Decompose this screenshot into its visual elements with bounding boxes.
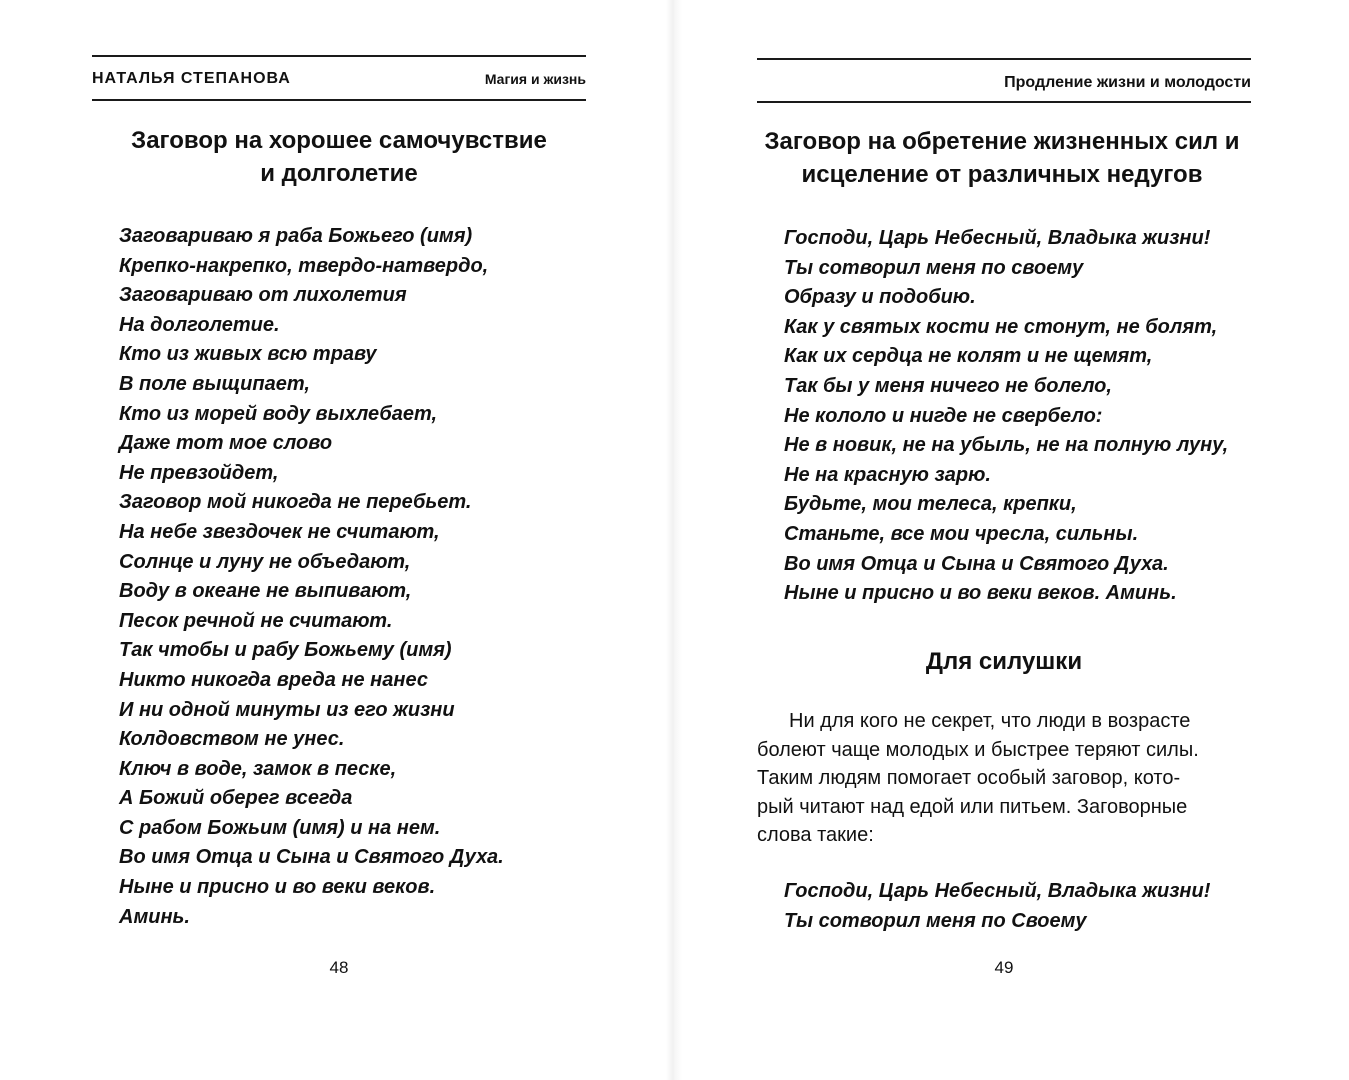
verse-line: Ты сотворил меня по Своему — [784, 909, 1087, 932]
section-subheading: Для силушки — [925, 648, 1083, 675]
verse-line: Во имя Отца и Сына и Святого Духа. — [119, 846, 504, 869]
verse-line: Не кололо и нигде не свербело: — [784, 404, 1103, 427]
verse-line: И ни одной минуты из его жизни — [119, 698, 455, 721]
verse-line: Заговариваю я раба Божьего (имя) — [119, 225, 473, 247]
heading-line: Заговор на обретение жизненных сил и — [764, 128, 1240, 155]
verse-line: Крепко-накрепко, твердо-натвердо, — [119, 254, 489, 277]
running-head-book-title: Магия и жизнь — [484, 71, 586, 87]
verse-line: В поле выщипает, — [119, 372, 310, 395]
page-number: 48 — [329, 958, 349, 977]
incantation-verse — [784, 224, 1228, 609]
verse-line: Кто из морей воду выхлебает, — [119, 402, 438, 425]
header-top-rule — [92, 55, 586, 57]
incantation-verse-continued — [784, 877, 1210, 936]
verse-line: Господи, Царь Небесный, Владыка жизни! — [784, 880, 1211, 902]
verse-line: Кто из живых всю траву — [119, 343, 377, 366]
verse-line: Колдовством не унес. — [119, 728, 345, 751]
left-page — [0, 0, 674, 1080]
running-head-section-title: Продление жизни и молодости — [1004, 74, 1251, 91]
verse-line: Заговор мой никогда не перебьет. — [119, 491, 472, 514]
verse-line: Солнце и луну не объедают, — [119, 550, 411, 573]
right-page — [674, 0, 1349, 1080]
verse-line: Даже тот мое слово — [119, 432, 333, 455]
paragraph-line: Таким людям помогает особый заговор, кото- — [757, 767, 1181, 789]
verse-line: Песок речной не считают. — [119, 609, 393, 632]
header-bottom-rule — [757, 101, 1251, 103]
heading-line: исцеление от различных недугов — [801, 161, 1203, 188]
incantation-verse — [119, 222, 504, 932]
verse-line: Образу и подобию. — [784, 286, 976, 309]
verse-line: Во имя Отца и Сына и Святого Духа. — [784, 552, 1169, 575]
paragraph-line: болеют чаще молодых и быстрее теряют силы. — [757, 738, 1199, 761]
verse-line: Не превзойдет, — [119, 461, 279, 484]
verse-line: Не в новик, не на убыль, не на полную луну, — [784, 434, 1229, 457]
verse-line: Никто никогда вреда не нанес — [119, 668, 428, 691]
verse-line: Ныне и присно и во веки веков. — [119, 876, 436, 899]
verse-line: Заговариваю от лихолетия — [119, 284, 407, 307]
verse-line: Воду в океане не выпивают, — [119, 580, 412, 603]
chapter-heading — [92, 124, 586, 190]
verse-line: А Божий оберег всегда — [119, 787, 353, 810]
paragraph-line: слова такие: — [757, 824, 874, 846]
verse-line: Не на красную зарю. — [784, 463, 991, 486]
verse-line: На небе звездочек не считают, — [119, 520, 440, 543]
verse-line: Будьте, мои телеса, крепки, — [784, 493, 1077, 516]
verse-line: Станьте, все мои чресла, сильны. — [784, 522, 1139, 545]
body-paragraph — [757, 707, 1251, 850]
verse-line: Ключ в воде, замок в песке, — [119, 757, 397, 780]
verse-line: С рабом Божьим (имя) и на нем. — [119, 816, 441, 839]
verse-line: Аминь. — [119, 905, 190, 928]
verse-line: Так бы у меня ничего не болело, — [784, 374, 1112, 397]
heading-line: Заговор на хорошее самочувствие — [131, 127, 547, 154]
verse-line: Господи, Царь Небесный, Владыка жизни! — [784, 227, 1211, 249]
running-head-author: НАТАЛЬЯ СТЕПАНОВА — [92, 70, 291, 87]
verse-line: Как у святых кости не стонут, не болят, — [784, 315, 1218, 338]
verse-line: На долголетие. — [119, 313, 280, 336]
paragraph-line: Ни для кого не секрет, что люди в возрасте — [789, 710, 1191, 732]
verse-line: Ныне и присно и во веки веков. Аминь. — [784, 582, 1177, 605]
verse-line: Ты сотворил меня по своему — [784, 256, 1084, 279]
chapter-heading — [732, 125, 1272, 191]
page-number: 49 — [994, 958, 1014, 977]
verse-line: Как их сердца не колят и не щемят, — [784, 345, 1153, 368]
heading-line: и долголетие — [260, 160, 418, 187]
header-top-rule — [757, 58, 1251, 60]
verse-line: Так чтобы и рабу Божьему (имя) — [119, 639, 452, 662]
paragraph-line: рый читают над едой или питьем. Заговорные — [757, 795, 1188, 818]
header-bottom-rule — [92, 99, 586, 101]
